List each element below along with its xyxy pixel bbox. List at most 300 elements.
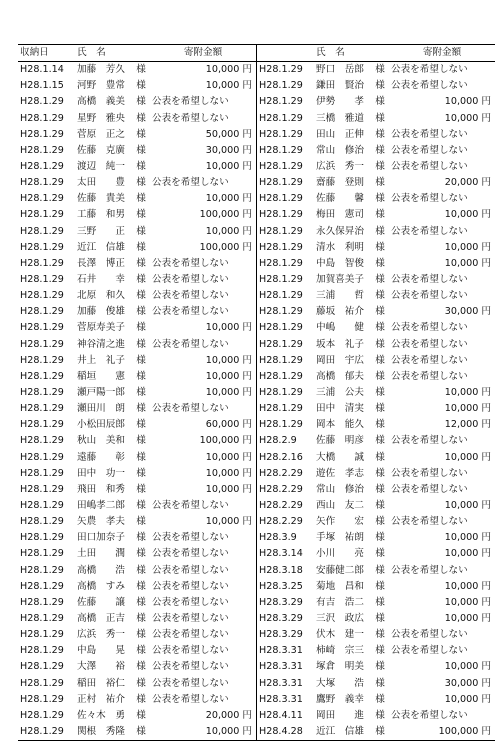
name-cell: 加藤 芳久 xyxy=(77,64,125,76)
honorific-cell: 様 xyxy=(136,96,146,108)
honorific-cell: 様 xyxy=(375,500,385,511)
honorific-cell: 様 xyxy=(136,144,146,156)
honorific-cell: 様 xyxy=(136,209,146,221)
honorific-cell: 様 xyxy=(375,306,385,318)
amount-cell: 公表を希望しない xyxy=(152,532,229,544)
honorific-cell: 様 xyxy=(375,209,385,221)
table-row xyxy=(18,143,495,159)
date-cell: H28.2.9 xyxy=(257,433,315,449)
amount-cell: 公表を希望しない xyxy=(391,564,468,576)
honorific-cell: 様 xyxy=(136,338,146,350)
honorific-cell: 様 xyxy=(136,629,146,641)
amount-cell: 100,000 円 xyxy=(199,241,252,253)
table-row xyxy=(18,563,495,579)
honorific-cell: 様 xyxy=(375,112,385,124)
amount-cell: 公表を希望しない xyxy=(152,645,229,657)
table-row xyxy=(18,94,495,110)
amount-cell: 60,000 円 xyxy=(205,419,252,431)
honorific-cell: 様 xyxy=(136,370,146,382)
date-cell: H28.1.29 xyxy=(20,354,64,366)
amount-cell: 10,000 円 xyxy=(444,661,491,673)
amount-cell: 10,000 円 xyxy=(444,580,491,592)
amount-cell: 公表を希望しない xyxy=(152,548,229,560)
honorific-cell: 様 xyxy=(375,338,385,350)
date-cell: H28.1.29 xyxy=(257,62,315,79)
amount-cell: 10,000 円 xyxy=(444,96,491,108)
name-cell: 瀬戸陽一郎 xyxy=(77,387,125,399)
table-row xyxy=(18,111,495,127)
honorific-cell: 様 xyxy=(136,241,146,253)
date-cell: H28.1.29 xyxy=(20,709,64,721)
name-cell: 高橋 浩 xyxy=(77,564,125,576)
date-cell: H28.1.29 xyxy=(257,369,315,385)
name-cell: 高橋 義美 xyxy=(77,96,125,108)
amount-cell: 20,000 円 xyxy=(444,177,491,189)
name-cell: 三沢 政広 xyxy=(316,612,364,624)
amount-cell: 公表を希望しない xyxy=(391,144,468,156)
name-cell: 小松田辰郎 xyxy=(77,419,125,431)
header-amount: 寄附金額 xyxy=(150,45,257,62)
honorific-cell: 様 xyxy=(136,80,146,92)
date-cell: H28.1.29 xyxy=(257,256,315,272)
date-cell: H28.1.29 xyxy=(20,403,64,415)
amount-cell: 公表を希望しない xyxy=(152,257,229,269)
honorific-cell: 様 xyxy=(371,724,389,741)
honorific-cell: 様 xyxy=(375,193,385,205)
amount-cell: 10,000 円 xyxy=(205,161,252,173)
table-row xyxy=(18,514,495,530)
date-cell: H28.1.29 xyxy=(257,272,315,288)
amount-cell: 公表を希望しない xyxy=(391,483,468,495)
amount-cell: 公表を希望しない xyxy=(391,225,468,237)
date-cell: H28.1.29 xyxy=(257,337,315,353)
amount-cell: 10,000 円 xyxy=(444,612,491,624)
name-cell: 広浜 秀一 xyxy=(316,161,364,173)
date-cell: H28.3.29 xyxy=(257,595,315,611)
amount-cell: 10,000 円 xyxy=(444,596,491,608)
table-row xyxy=(18,304,495,320)
date-cell: H28.1.29 xyxy=(20,516,64,528)
honorific-cell: 様 xyxy=(375,370,385,382)
date-cell: H28.1.29 xyxy=(20,500,64,511)
date-cell: H28.1.29 xyxy=(257,401,315,417)
name-cell: 菊地 昌和 xyxy=(316,580,364,592)
date-cell: H28.1.29 xyxy=(20,661,64,673)
amount-cell: 公表を希望しない xyxy=(152,500,229,511)
honorific-cell: 様 xyxy=(375,661,385,673)
date-cell: H28.1.29 xyxy=(257,224,315,240)
honorific-cell: 様 xyxy=(136,500,146,511)
date-cell: H28.1.29 xyxy=(18,724,75,741)
name-cell: 三浦 公夫 xyxy=(316,387,364,399)
name-cell: 有吉 浩二 xyxy=(316,596,364,608)
amount-cell: 10,000 円 xyxy=(205,467,252,479)
honorific-cell: 様 xyxy=(136,354,146,366)
amount-cell: 10,000 円 xyxy=(444,532,491,544)
table-row xyxy=(18,546,495,562)
date-cell: H28.3.29 xyxy=(257,627,315,643)
name-cell: 佐藤 馨 xyxy=(316,193,364,205)
name-cell: 田嶋孝二郎 xyxy=(77,500,125,511)
table-row xyxy=(18,433,495,449)
amount-cell: 公表を希望しない xyxy=(391,290,468,302)
honorific-cell: 様 xyxy=(375,435,385,447)
date-cell: H28.2.29 xyxy=(257,498,315,514)
honorific-cell: 様 xyxy=(375,709,385,721)
name-cell: 田中 功一 xyxy=(77,467,125,479)
amount-cell: 100,000 円 xyxy=(389,724,495,741)
amount-cell: 公表を希望しない xyxy=(152,596,229,608)
honorific-cell: 様 xyxy=(375,645,385,657)
table-row xyxy=(18,498,495,514)
amount-cell: 公表を希望しない xyxy=(391,193,468,205)
amount-cell: 10,000 円 xyxy=(205,80,252,92)
amount-cell: 10,000 円 xyxy=(444,548,491,560)
date-cell: H28.2.29 xyxy=(257,514,315,530)
honorific-cell: 様 xyxy=(136,64,146,76)
table-row xyxy=(18,159,495,175)
name-cell: 安藤健二郎 xyxy=(316,564,364,576)
name-cell: 太田 豊 xyxy=(77,177,125,189)
name-cell: 矢作 宏 xyxy=(316,516,364,528)
amount-cell: 10,000 円 xyxy=(205,64,252,76)
name-cell: 渡辺 純一 xyxy=(77,161,125,173)
date-cell: H28.1.29 xyxy=(20,306,64,318)
honorific-cell: 様 xyxy=(375,596,385,608)
date-cell: H28.1.29 xyxy=(20,225,64,237)
name-cell: 梅田 憲司 xyxy=(316,209,364,221)
name-cell: 土田 潤 xyxy=(77,548,125,560)
donation-table xyxy=(18,44,495,741)
date-cell: H28.1.29 xyxy=(20,209,64,221)
honorific-cell: 様 xyxy=(136,612,146,624)
name-cell: 鎌田 賢治 xyxy=(316,80,364,92)
name-cell: 岡田 宇広 xyxy=(316,354,364,366)
amount-cell: 公表を希望しない xyxy=(152,612,229,624)
date-cell: H28.1.29 xyxy=(257,417,315,433)
amount-cell: 公表を希望しない xyxy=(152,693,229,705)
honorific-cell: 様 xyxy=(136,435,146,447)
amount-cell: 10,000 円 xyxy=(205,516,252,528)
honorific-cell: 様 xyxy=(136,112,146,124)
name-cell: 神谷清之進 xyxy=(77,338,125,350)
amount-cell: 10,000 円 xyxy=(444,241,491,253)
table-row xyxy=(18,724,495,741)
honorific-cell: 様 xyxy=(375,403,385,415)
date-cell: H28.1.29 xyxy=(257,78,315,94)
name-cell: 岡本 能久 xyxy=(316,419,364,431)
table-row xyxy=(18,450,495,466)
name-cell: 佐藤 克廣 xyxy=(77,144,125,156)
amount-cell: 公表を希望しない xyxy=(391,274,468,286)
date-cell: H28.3.18 xyxy=(257,563,315,579)
date-cell: H28.1.29 xyxy=(257,288,315,304)
amount-cell: 10,000 円 xyxy=(444,112,491,124)
name-cell: 瀬田川 朗 xyxy=(77,403,125,415)
honorific-cell: 様 xyxy=(136,128,146,140)
honorific-cell: 様 xyxy=(136,693,146,705)
date-cell: H28.1.29 xyxy=(20,629,64,641)
table-row xyxy=(18,627,495,643)
honorific-cell: 様 xyxy=(375,516,385,528)
date-cell: H28.1.29 xyxy=(20,693,64,705)
honorific-cell: 様 xyxy=(375,629,385,641)
honorific-cell: 様 xyxy=(136,290,146,302)
date-cell: H28.1.29 xyxy=(20,290,64,302)
amount-cell: 公表を希望しない xyxy=(391,516,468,528)
amount-cell: 公表を希望しない xyxy=(152,290,229,302)
header-row xyxy=(18,45,495,62)
name-cell: 伊勢 孝 xyxy=(316,96,364,108)
date-cell: H28.1.29 xyxy=(20,483,64,495)
amount-cell: 10,000 円 xyxy=(444,209,491,221)
name-cell: 岡田 進 xyxy=(316,709,364,721)
name-cell: 星野 雅央 xyxy=(77,112,125,124)
amount-cell: 10,000 円 xyxy=(205,370,252,382)
date-cell: H28.3.14 xyxy=(257,546,315,562)
amount-cell: 公表を希望しない xyxy=(391,354,468,366)
amount-cell: 10,000 円 xyxy=(444,403,491,415)
amount-cell: 10,000 円 xyxy=(205,483,252,495)
name-cell: 加藤 俊雄 xyxy=(77,306,125,318)
honorific-cell: 様 xyxy=(136,403,146,415)
name-cell: 菅原寿美子 xyxy=(77,322,125,334)
honorific-cell: 様 xyxy=(132,724,150,741)
date-cell: H28.1.29 xyxy=(257,304,315,320)
honorific-cell: 様 xyxy=(136,225,146,237)
honorific-cell: 様 xyxy=(375,128,385,140)
date-cell: H28.1.29 xyxy=(20,548,64,560)
name-cell: 関根 秀隆 xyxy=(75,724,132,741)
table-row xyxy=(18,288,495,304)
date-cell: H28.1.29 xyxy=(20,677,64,689)
table-row xyxy=(18,401,495,417)
date-cell: H28.2.16 xyxy=(257,450,315,466)
date-cell: H28.3.31 xyxy=(257,675,315,691)
table-row xyxy=(18,708,495,724)
table-row xyxy=(18,224,495,240)
name-cell: 矢農 孝夫 xyxy=(77,516,125,528)
table-row xyxy=(18,320,495,336)
honorific-cell: 様 xyxy=(136,274,146,286)
name-cell: 河野 豊常 xyxy=(77,80,125,92)
date-cell: H28.1.29 xyxy=(20,128,64,140)
name-cell: 高橋 郁夫 xyxy=(316,370,364,382)
date-cell: H28.1.29 xyxy=(20,370,64,382)
honorific-cell: 様 xyxy=(136,177,146,189)
honorific-cell: 様 xyxy=(375,580,385,592)
table-row xyxy=(18,611,495,627)
name-cell: 西山 友二 xyxy=(316,500,364,511)
amount-cell: 公表を希望しない xyxy=(391,467,468,479)
date-cell: H28.3.9 xyxy=(257,530,315,546)
honorific-cell: 様 xyxy=(375,177,385,189)
honorific-cell: 様 xyxy=(136,467,146,479)
amount-cell: 公表を希望しない xyxy=(391,64,468,76)
amount-cell: 公表を希望しない xyxy=(152,274,229,286)
date-cell: H28.4.11 xyxy=(257,708,315,724)
honorific-cell: 様 xyxy=(136,193,146,205)
honorific-cell: 様 xyxy=(136,548,146,560)
date-cell: H28.3.31 xyxy=(257,643,315,659)
name-cell: 鷹野 義幸 xyxy=(316,693,364,705)
table-row xyxy=(18,256,495,272)
honorific-cell: 様 xyxy=(136,596,146,608)
amount-cell: 10,000 円 xyxy=(444,693,491,705)
date-cell: H28.2.29 xyxy=(257,482,315,498)
honorific-cell: 様 xyxy=(375,354,385,366)
honorific-cell: 様 xyxy=(136,387,146,399)
name-cell: 飛田 和秀 xyxy=(77,483,125,495)
date-cell: H28.1.15 xyxy=(20,80,64,92)
table-row xyxy=(18,353,495,369)
date-cell: H28.1.29 xyxy=(20,322,64,334)
name-cell: 齋藤 登則 xyxy=(316,177,364,189)
amount-cell: 10,000 円 xyxy=(205,225,252,237)
amount-cell: 10,000 円 xyxy=(205,322,252,334)
amount-cell: 公表を希望しない xyxy=(391,370,468,382)
honorific-cell: 様 xyxy=(375,80,385,92)
amount-cell: 公表を希望しない xyxy=(152,564,229,576)
date-cell: H28.1.29 xyxy=(20,596,64,608)
name-cell: 北原 和久 xyxy=(77,290,125,302)
honorific-cell: 様 xyxy=(136,161,146,173)
name-cell: 田口加奈子 xyxy=(77,532,125,544)
header-name-right: 氏 名 xyxy=(314,45,371,62)
honorific-cell: 様 xyxy=(136,483,146,495)
honorific-cell: 様 xyxy=(136,709,146,721)
table-row xyxy=(18,369,495,385)
date-cell: H28.1.29 xyxy=(257,143,315,159)
date-cell: H28.1.29 xyxy=(257,175,315,191)
amount-cell: 10,000 円 xyxy=(150,724,257,741)
name-cell: 加賀喜美子 xyxy=(316,274,364,286)
table-row xyxy=(18,207,495,223)
name-cell: 三浦 哲 xyxy=(316,290,364,302)
table-row xyxy=(18,337,495,353)
honorific-cell: 様 xyxy=(136,532,146,544)
date-cell: H28.1.29 xyxy=(20,387,64,399)
table-row xyxy=(18,579,495,595)
name-cell: 秋山 美和 xyxy=(77,435,125,447)
honorific-cell: 様 xyxy=(375,257,385,269)
amount-cell: 公表を希望しない xyxy=(152,629,229,641)
table-row xyxy=(18,692,495,708)
honorific-cell: 様 xyxy=(375,677,385,689)
amount-cell: 公表を希望しない xyxy=(152,403,229,415)
honorific-cell: 様 xyxy=(136,564,146,576)
honorific-cell: 様 xyxy=(136,661,146,673)
name-cell: 稲田 裕仁 xyxy=(77,677,125,689)
amount-cell: 10,000 円 xyxy=(444,257,491,269)
date-cell: H28.1.29 xyxy=(257,240,315,256)
date-cell: H28.1.29 xyxy=(20,257,64,269)
name-cell: 常山 修治 xyxy=(316,483,364,495)
name-cell: 中島 晃 xyxy=(77,645,125,657)
amount-cell: 公表を希望しない xyxy=(152,580,229,592)
honorific-cell: 様 xyxy=(375,64,385,76)
honorific-cell: 様 xyxy=(375,274,385,286)
date-cell: H28.3.25 xyxy=(257,579,315,595)
amount-cell: 30,000 円 xyxy=(444,677,491,689)
table-row xyxy=(18,659,495,675)
date-cell: H28.1.29 xyxy=(20,580,64,592)
amount-cell: 公表を希望しない xyxy=(391,322,468,334)
date-cell: H28.1.29 xyxy=(20,612,64,624)
date-cell: H28.1.29 xyxy=(257,94,315,110)
name-cell: 藤坂 祐介 xyxy=(316,306,364,318)
name-cell: 永久保昇治 xyxy=(316,225,364,237)
date-cell: H28.3.31 xyxy=(257,692,315,708)
name-cell: 清水 利明 xyxy=(316,241,364,253)
honorific-cell: 様 xyxy=(136,516,146,528)
amount-cell: 公表を希望しない xyxy=(391,709,468,721)
name-cell: 大塚 浩 xyxy=(316,677,364,689)
date-cell: H28.3.31 xyxy=(257,659,315,675)
date-cell: H28.1.29 xyxy=(20,532,64,544)
date-cell: H28.1.29 xyxy=(20,112,64,124)
table-row xyxy=(18,191,495,207)
donation-list xyxy=(18,44,491,741)
amount-cell: 公表を希望しない xyxy=(391,629,468,641)
name-cell: 野口 岳郎 xyxy=(316,64,364,76)
honorific-cell: 様 xyxy=(375,451,385,463)
date-cell: H28.1.29 xyxy=(20,419,64,431)
amount-cell: 公表を希望しない xyxy=(391,645,468,657)
honorific-cell: 様 xyxy=(375,548,385,560)
date-cell: H28.4.28 xyxy=(257,724,315,741)
date-cell: H28.1.29 xyxy=(257,353,315,369)
amount-cell: 公表を希望しない xyxy=(391,435,468,447)
header-amount-right: 寄附金額 xyxy=(389,45,495,62)
amount-cell: 30,000 円 xyxy=(444,306,491,318)
date-cell: H28.1.29 xyxy=(257,320,315,336)
amount-cell: 30,000 円 xyxy=(205,144,252,156)
honorific-cell: 様 xyxy=(375,564,385,576)
honorific-cell: 様 xyxy=(375,241,385,253)
honorific-cell: 様 xyxy=(136,322,146,334)
name-cell: 中島 智俊 xyxy=(316,257,364,269)
table-row xyxy=(18,175,495,191)
name-cell: 常山 修治 xyxy=(316,144,364,156)
date-cell: H28.1.29 xyxy=(20,467,64,479)
date-cell: H28.1.29 xyxy=(20,96,64,108)
name-cell: 菅原 正之 xyxy=(77,128,125,140)
table-row xyxy=(18,482,495,498)
name-cell: 大橋 誠 xyxy=(316,451,364,463)
honorific-cell: 様 xyxy=(375,322,385,334)
honorific-cell: 様 xyxy=(136,257,146,269)
date-cell: H28.1.29 xyxy=(20,564,64,576)
table-row xyxy=(18,62,495,79)
name-cell: 井上 礼子 xyxy=(77,354,125,366)
honorific-cell: 様 xyxy=(375,387,385,399)
date-cell: H28.2.29 xyxy=(257,466,315,482)
date-cell: H28.1.29 xyxy=(20,161,64,173)
honorific-cell: 様 xyxy=(136,580,146,592)
amount-cell: 10,000 円 xyxy=(205,354,252,366)
name-cell: 三野 正 xyxy=(77,225,125,237)
honorific-cell: 様 xyxy=(375,96,385,108)
header-date: 収納日 xyxy=(18,45,75,62)
amount-cell: 公表を希望しない xyxy=(391,338,468,350)
amount-cell: 100,000 円 xyxy=(199,209,252,221)
table-row xyxy=(18,417,495,433)
date-cell: H28.1.29 xyxy=(257,111,315,127)
name-cell: 遊佐 孝志 xyxy=(316,467,364,479)
amount-cell: 公表を希望しない xyxy=(152,112,229,124)
amount-cell: 公表を希望しない xyxy=(391,80,468,92)
